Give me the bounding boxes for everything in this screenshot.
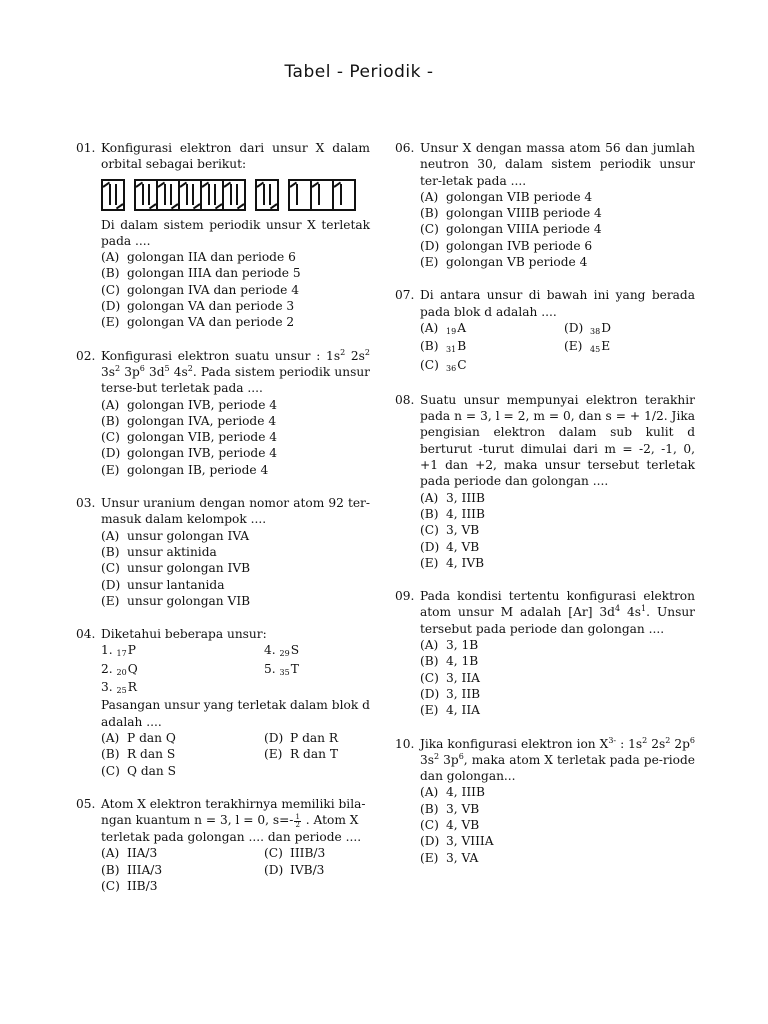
option-d[interactable]: (D) IVB/3 xyxy=(264,862,325,877)
option-a[interactable]: (A) IIA/3 xyxy=(101,846,158,861)
option-a[interactable]: (A) 19A xyxy=(420,320,466,336)
option-c[interactable]: (C) 3, VB xyxy=(420,523,480,538)
question-04 xyxy=(76,626,370,779)
orbital-s-box xyxy=(101,179,125,211)
option-c[interactable]: (C) golongan VIIIA periode 4 xyxy=(420,222,602,237)
option-a[interactable]: (A) unsur golongan IVA xyxy=(101,528,250,543)
fraction: $\frac{1}{2}$ xyxy=(295,813,300,830)
option-d[interactable]: (D) 3, IIB xyxy=(420,686,481,701)
question-number: 02. xyxy=(76,348,96,363)
option-b[interactable]: (B) golongan IVA, periode 4 xyxy=(101,413,277,428)
question-prompt: Pasangan unsur yang terletak dalam blok d adalah .... xyxy=(101,698,370,729)
spin-up-arrow-icon xyxy=(230,184,232,205)
options-list xyxy=(101,528,370,609)
orbital-d-box xyxy=(134,179,246,211)
left-column xyxy=(76,140,370,911)
option-c[interactable]: (C) IIIB/3 xyxy=(264,846,326,861)
question-stem: Atom X elektron terakhirnya memiliki bila- ngan kuantum n = 3, l = 0, s=- $\frac{1}{2}$ . Atom X terletak pada golongan .... dan periode .... xyxy=(101,796,366,845)
option-e[interactable]: (E) 4, IIA xyxy=(420,703,480,718)
option-e[interactable]: (E) unsur golongan VIB xyxy=(101,593,251,608)
question-stem: Pada kondisi tertentu konfigurasi elektron atom unsur M adalah [Ar] $3d^4$ $4s^1$. Unsur tersebut pada periode dan golongan .... xyxy=(420,589,695,636)
option-d[interactable]: (D) P dan R xyxy=(264,730,339,745)
question-09 xyxy=(395,588,695,718)
question-01 xyxy=(76,140,370,331)
question-stem: Unsur uranium dengan nomor atom 92 ter-masuk dalam kelompok .... xyxy=(101,496,370,527)
orbital-cell xyxy=(224,181,244,209)
question-stem: Konfigurasi elektron suatu unsur : $1s^2$ $2s^2$ $3s^2$ $3p^6$ $3d^5$ $4s^2$. Pada sistem periodik unsur terse-but terletak pada .... xyxy=(101,347,371,396)
question-number: 05. xyxy=(76,796,96,811)
question-10 xyxy=(395,736,695,866)
spin-up-arrow-icon xyxy=(208,184,210,205)
question-08 xyxy=(395,392,695,571)
option-d[interactable]: (D) 38D xyxy=(564,320,611,336)
orbital-cell xyxy=(290,181,312,209)
option-a[interactable]: (A) 4, IIIB xyxy=(420,785,485,800)
option-a[interactable]: (A) golongan IVB, periode 4 xyxy=(101,397,278,412)
orbital-cell xyxy=(103,181,123,209)
option-a[interactable]: (A) 3, 1B xyxy=(420,638,479,653)
question-stem: Di antara unsur di bawah ini yang berada pada blok d adalah .... xyxy=(420,288,695,319)
element-list xyxy=(101,642,370,697)
option-b[interactable]: (B) 4, IIIB xyxy=(420,506,485,521)
option-c[interactable]: (C) unsur golongan IVB xyxy=(101,561,251,576)
page-title: Tabel - Periodik - xyxy=(284,62,434,82)
spin-down-arrow-icon xyxy=(269,184,271,205)
orbital-cell xyxy=(202,181,224,209)
option-d[interactable]: (D) 3, VIIIA xyxy=(420,834,494,849)
option-e[interactable]: (E) golongan IB, periode 4 xyxy=(101,462,269,477)
spin-up-arrow-icon xyxy=(263,184,265,205)
question-number: 08. xyxy=(395,392,415,407)
options-list xyxy=(420,784,695,865)
options-list xyxy=(420,490,695,571)
options-list xyxy=(101,730,370,779)
spin-up-arrow-icon xyxy=(340,184,342,205)
spin-down-arrow-icon xyxy=(115,184,117,205)
option-e[interactable]: (E) 4, IVB xyxy=(420,555,485,570)
spin-up-arrow-icon xyxy=(142,184,144,205)
spin-down-arrow-icon xyxy=(236,184,238,205)
question-stem: Jika konfigurasi elektron ion $X^{3-}$ : $1s^2$ $2s^2$ $2p^6$ $3s^2$ $3p^6$, maka atom X terletak pada pe-riode dan golongan... xyxy=(420,735,695,784)
orbital-cell xyxy=(180,181,202,209)
option-b[interactable]: (B) unsur aktinida xyxy=(101,544,217,559)
options-list xyxy=(420,189,695,270)
element-item: 3. 25R xyxy=(101,680,137,696)
spin-up-arrow-icon xyxy=(109,184,111,205)
option-b[interactable]: (B) 4, 1B xyxy=(420,654,479,669)
question-number: 10. xyxy=(395,736,415,751)
element-item: 1. 17P xyxy=(101,643,136,659)
option-d[interactable]: (D) golongan IVB, periode 4 xyxy=(101,446,278,461)
question-number: 09. xyxy=(395,589,415,604)
spin-up-arrow-icon xyxy=(186,184,188,205)
options-list xyxy=(420,320,695,375)
question-number: 06. xyxy=(395,141,415,155)
question-stem: Unsur X dengan massa atom 56 dan jumlah neutron 30, dalam sistem periodik unsur ter-letak pada .... xyxy=(420,141,695,188)
orbital-s-box xyxy=(255,179,279,211)
option-b[interactable]: (B) 31B xyxy=(420,339,467,355)
spin-up-arrow-icon xyxy=(318,184,320,205)
orbital-cell xyxy=(334,181,354,209)
element-item: 2. 20Q xyxy=(101,661,138,677)
question-02 xyxy=(76,348,370,478)
option-c[interactable]: (C) 36C xyxy=(420,357,467,373)
option-b[interactable]: (B) R dan S xyxy=(101,747,176,762)
option-e[interactable]: (E) golongan VA dan periode 2 xyxy=(101,315,295,330)
spin-down-arrow-icon xyxy=(192,184,194,205)
element-item: 5. 35T xyxy=(264,661,299,677)
question-05 xyxy=(76,796,370,894)
orbital-cell xyxy=(158,181,180,209)
option-a[interactable]: (A) golongan VIB periode 4 xyxy=(420,189,593,204)
question-06 xyxy=(395,140,695,270)
option-c[interactable]: (C) 4, VB xyxy=(420,817,480,832)
option-d[interactable]: (D) 4, VB xyxy=(420,539,480,554)
option-b[interactable]: (B) golongan IIIA dan periode 5 xyxy=(101,266,301,281)
option-c[interactable]: (C) Q dan S xyxy=(101,763,177,778)
spin-down-arrow-icon xyxy=(214,184,216,205)
option-e[interactable]: (E) 3, VA xyxy=(420,850,479,865)
spin-down-arrow-icon xyxy=(148,184,150,205)
option-a[interactable]: (A) P dan Q xyxy=(101,730,176,745)
question-stem: Konfigurasi elektron dari unsur X dalam orbital sebagai berikut: xyxy=(101,141,370,172)
question-07 xyxy=(395,287,695,374)
option-b[interactable]: (B) IIIA/3 xyxy=(101,862,163,877)
option-c[interactable]: (C) 3, IIA xyxy=(420,670,480,685)
element-item: 4. 29S xyxy=(264,643,300,659)
question-stem: Diketahui beberapa unsur: xyxy=(101,627,267,642)
question-number: 07. xyxy=(395,288,415,303)
option-d[interactable]: (D) unsur lantanida xyxy=(101,577,225,592)
question-number: 03. xyxy=(76,496,96,511)
options-list xyxy=(101,249,370,330)
question-03 xyxy=(76,495,370,609)
question-number: 04. xyxy=(76,627,96,642)
option-c2[interactable]: (C) IIB/3 xyxy=(101,878,158,893)
option-e[interactable]: (E) golongan VB periode 4 xyxy=(420,255,588,270)
spin-down-arrow-icon xyxy=(170,184,172,205)
options-list xyxy=(420,637,695,718)
options-list xyxy=(101,845,370,894)
option-d[interactable]: (D) golongan VA dan periode 3 xyxy=(101,299,295,314)
option-e[interactable]: (E) 45E xyxy=(564,339,611,355)
option-b[interactable]: (B) 3, VB xyxy=(420,801,480,816)
question-prompt: Di dalam sistem periodik unsur X terletak pada .... xyxy=(101,217,370,248)
spin-up-arrow-icon xyxy=(296,184,298,205)
orbital-diagram xyxy=(101,179,370,211)
spin-up-arrow-icon xyxy=(164,184,166,205)
option-b[interactable]: (B) golongan VIIIB periode 4 xyxy=(420,206,602,221)
option-a[interactable]: (A) golongan IIA dan periode 6 xyxy=(101,250,296,265)
orbital-cell xyxy=(312,181,334,209)
option-d[interactable]: (D) golongan IVB periode 6 xyxy=(420,238,593,253)
question-number: 01. xyxy=(76,141,96,155)
orbital-p-box xyxy=(288,179,356,211)
option-c[interactable]: (C) golongan IVA dan periode 4 xyxy=(101,282,299,297)
orbital-cell xyxy=(136,181,158,209)
orbital-cell xyxy=(257,181,277,209)
question-stem: Suatu unsur mempunyai elektron terakhir pada n = 3, l = 2, m = 0, dan s = + 1/2. Jika pengisian elektron dalam sub kulit d berturut -turut dimulai dari m = -2, -1, 0, +1 dan +2, maka unsur tersebut terletak pada periode dan golongan .... xyxy=(420,392,695,489)
option-e[interactable]: (E) R dan T xyxy=(264,747,338,762)
right-column xyxy=(395,140,695,883)
option-a[interactable]: (A) 3, IIIB xyxy=(420,490,485,505)
options-list xyxy=(101,397,370,478)
option-c[interactable]: (C) golongan VIB, periode 4 xyxy=(101,430,278,445)
